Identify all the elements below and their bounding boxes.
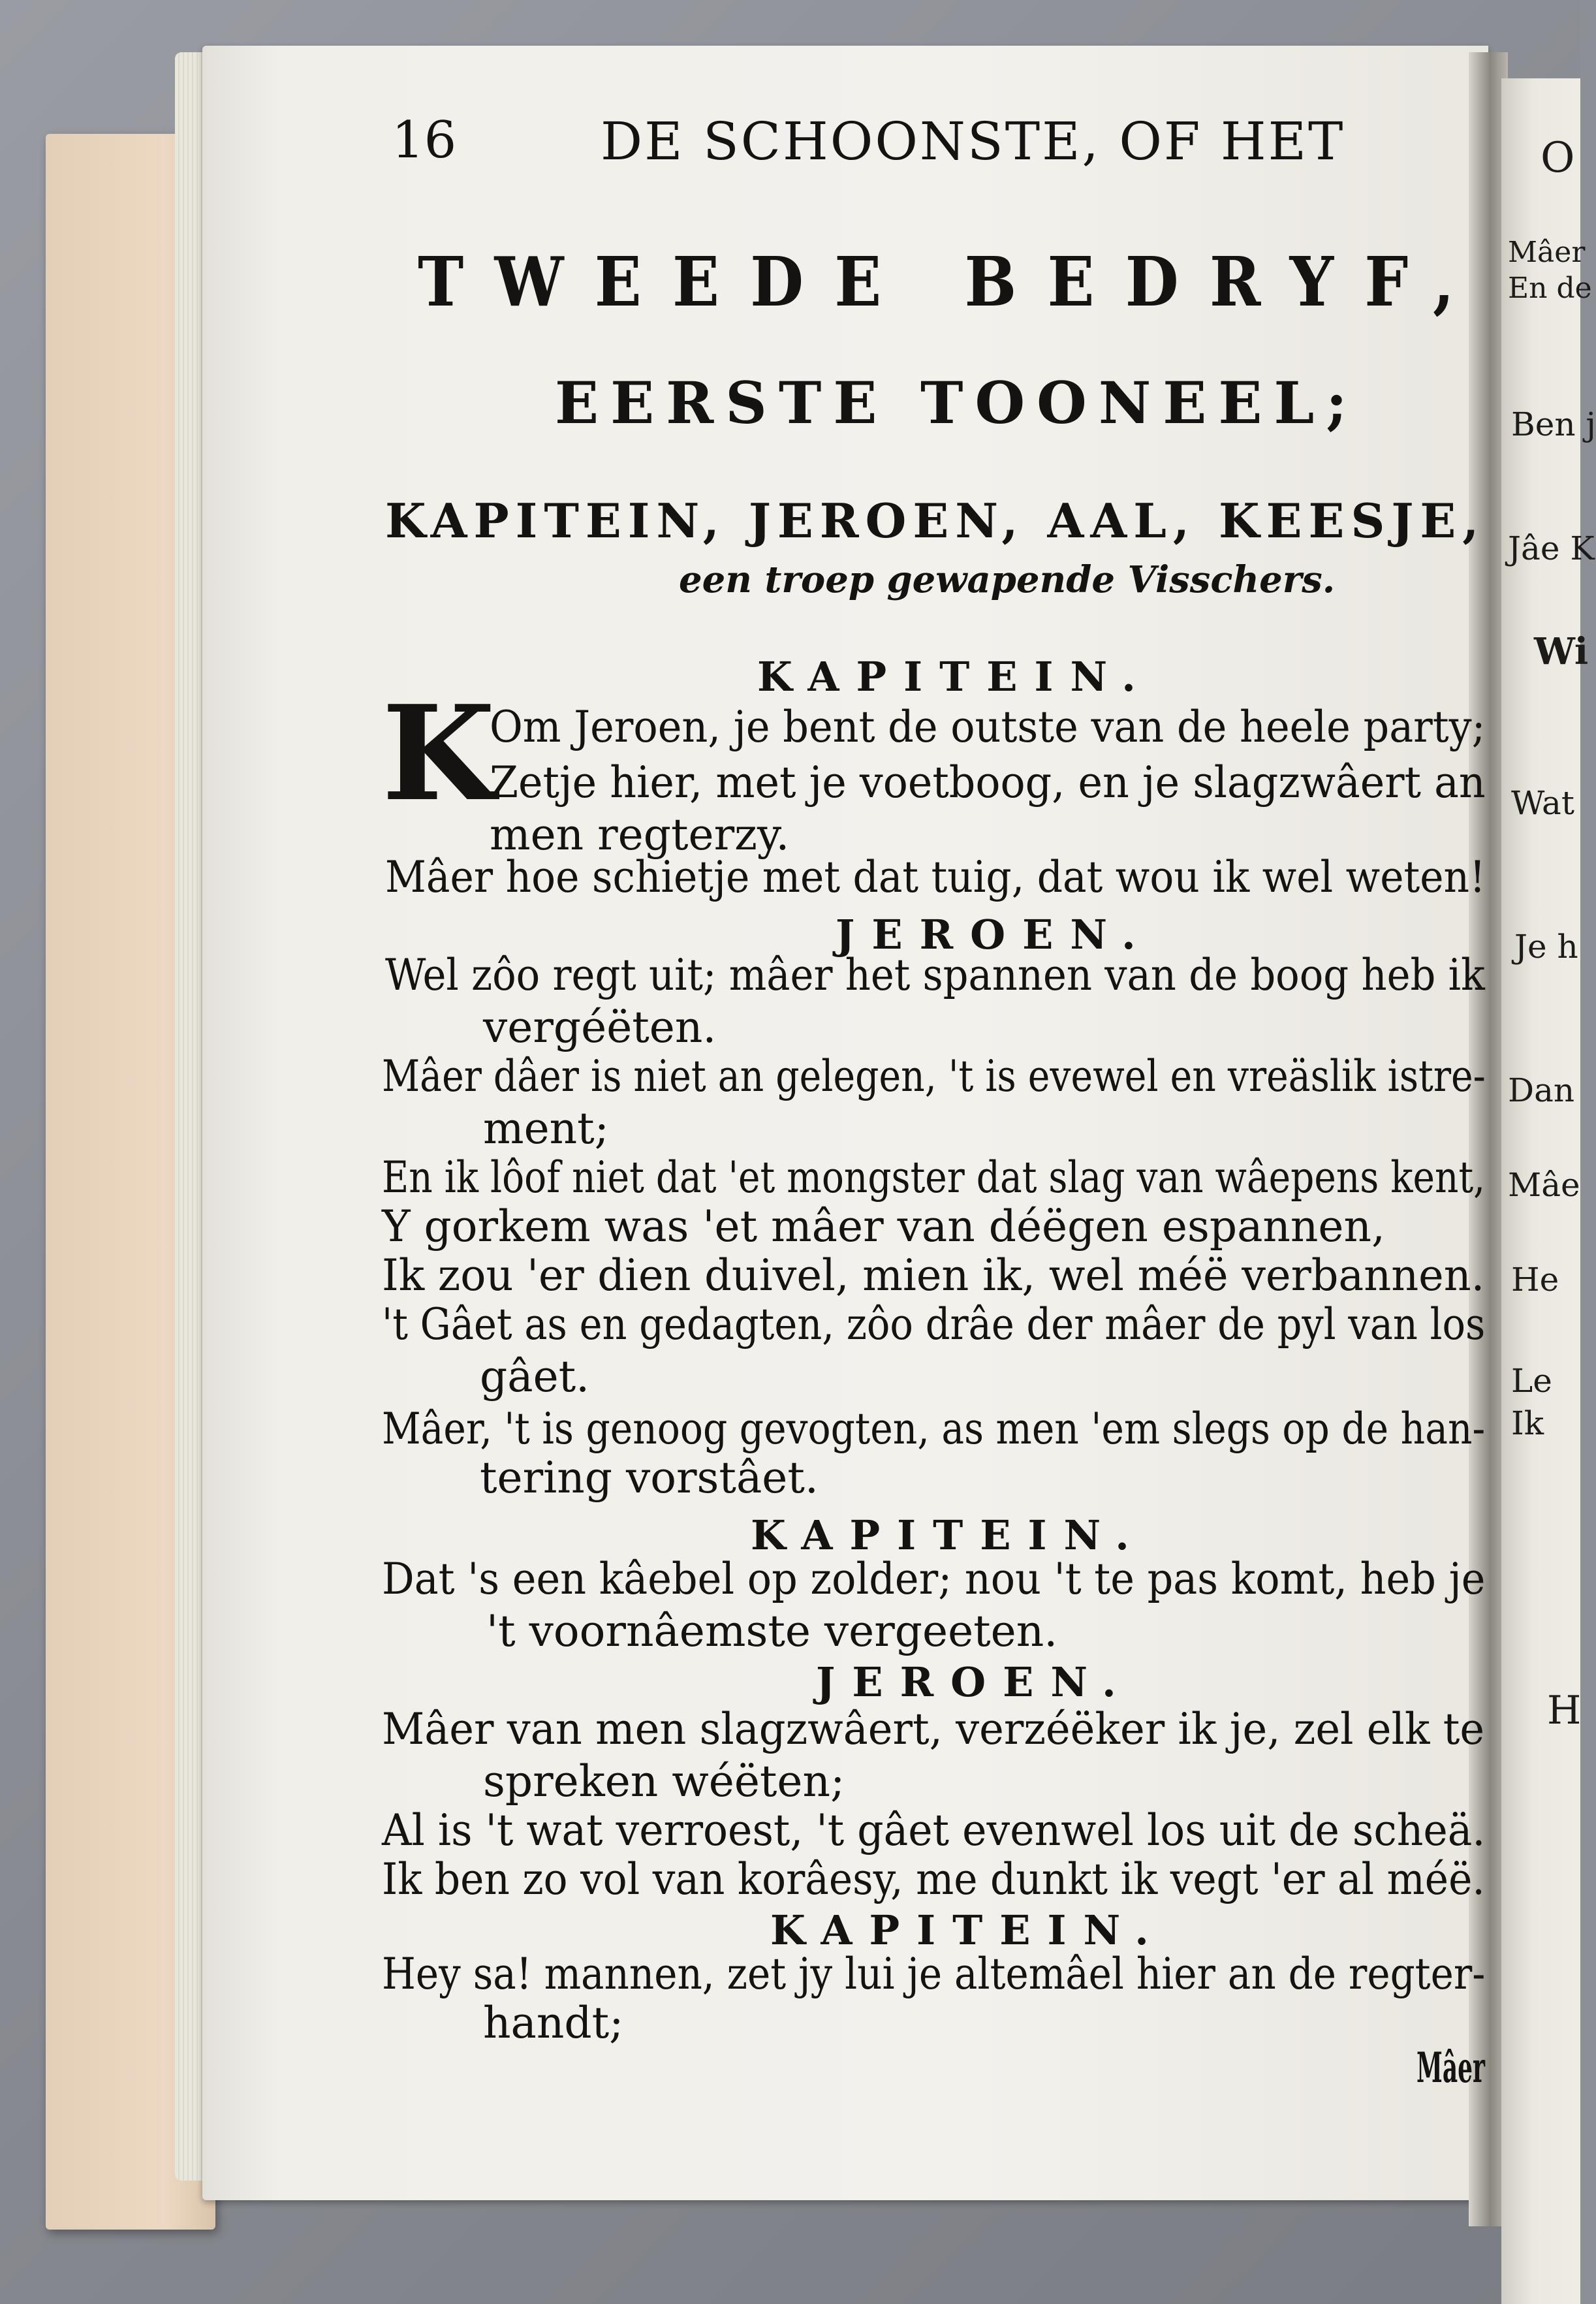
facing-line: O <box>1541 134 1575 182</box>
speaker-label: JEROEN. <box>836 911 1153 958</box>
verse-line: Hey sa! mannen, zet jy lui je altemâel hier an de regter- <box>382 1949 1486 1999</box>
act-title: TWEEDE BEDRYF, <box>418 242 1486 322</box>
catchword: Mâer <box>1416 2044 1485 2092</box>
verse-line: Om Jeroen, je bent de outste van de heele party; <box>490 702 1486 752</box>
speaker-label: JEROEN. <box>816 1658 1133 1706</box>
speaker-label: KAPITEIN. <box>751 1511 1146 1559</box>
speaker-label: KAPITEIN. <box>770 1906 1166 1954</box>
verse-continuation: ment; <box>483 1103 609 1154</box>
verse-line: Zetje hier, met je voetboog, en je slagzwâert an <box>490 757 1486 808</box>
page-number: 16 <box>392 111 457 170</box>
verse-continuation: vergéëten. <box>483 1002 717 1052</box>
facing-line: En de <box>1508 272 1592 305</box>
verse-line: En ik lôof niet dat 'et mongster dat slag van wâepens kent, <box>382 1152 1486 1203</box>
verse-continuation: handt; <box>483 1998 624 2048</box>
running-title: DE SCHOONSTE, OF HET <box>601 111 1345 172</box>
facing-line: He <box>1511 1261 1559 1299</box>
facing-line: Mâer <box>1508 236 1586 269</box>
facing-line: H <box>1547 1688 1582 1733</box>
cast-extra: een troep gewapende Visschers. <box>679 558 1336 601</box>
verse-continuation: tering vorstâet. <box>480 1453 819 1503</box>
facing-line: Le <box>1511 1362 1552 1400</box>
verse-line: Mâer hoe schietje met dat tuig, dat wou ik wel weten! <box>385 852 1486 902</box>
drop-cap: K <box>382 677 495 830</box>
facing-line: Dan <box>1508 1071 1575 1109</box>
verse-line: Wel zôo regt uit; mâer het spannen van de boog heb ik <box>385 950 1485 1000</box>
verse-line: Mâer, 't is genoog gevogten, as men 'em slegs op de han- <box>382 1404 1486 1454</box>
verse-line: Al is 't wat verroest, 't gâet evenwel los uit de scheä. <box>382 1805 1486 1855</box>
facing-line: Ben j <box>1511 405 1596 443</box>
verse-continuation: gâet. <box>480 1351 590 1402</box>
verse-line: 't Gâet as en gedagten, zôo drâe der mâer de pyl van los <box>382 1299 1486 1349</box>
speaker-label: KAPITEIN. <box>757 653 1153 701</box>
facing-line: Wi <box>1534 630 1589 673</box>
scene-title: EERSTE TOONEEL; <box>555 369 1359 437</box>
verse-line: Ik zou 'er dien duivel, mien ik, wel méë verbannen. <box>382 1250 1485 1301</box>
verse-line: Dat 's een kâebel op zolder; nou 't te pas komt, heb je <box>382 1554 1486 1604</box>
verse-line: Mâer dâer is niet an gelegen, 't is evewel en vreäslik istre- <box>382 1051 1486 1101</box>
facing-line: Mâe <box>1508 1166 1580 1204</box>
facing-line: Jâe K <box>1508 529 1595 567</box>
verse-line: Mâer van men slagzwâert, verzéëker ik je, zel elk te <box>382 1704 1485 1754</box>
facing-line: Je h <box>1514 928 1578 966</box>
verse-continuation: spreken wéëten; <box>483 1756 845 1807</box>
verse-continuation: 't voornâemste vergeeten. <box>486 1606 1058 1656</box>
verse-line: Ik ben zo vol van korâesy, me dunkt ik vegt 'er al méë. <box>382 1854 1485 1904</box>
verse-line: Y gorkem was 'et mâer van déëgen espannen, <box>382 1201 1385 1252</box>
verse-continuation: men regterzy. <box>490 810 790 860</box>
facing-line: Wat <box>1511 784 1574 822</box>
facing-line: Ik <box>1511 1404 1544 1442</box>
cast-list: KAPITEIN, JEROEN, AAL, KEESJE, <box>385 493 1486 548</box>
